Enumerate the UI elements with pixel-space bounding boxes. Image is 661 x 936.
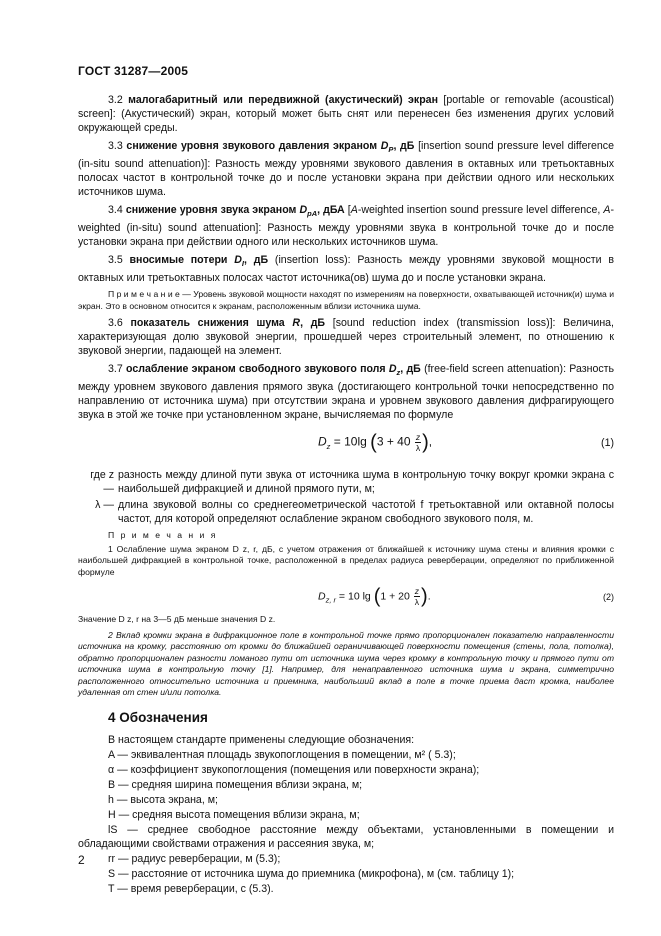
clause-3-3 bbox=[78, 139, 614, 199]
symbol-item: T — время реверберации, с (5.3). bbox=[108, 882, 274, 895]
clause-unit: , дБ bbox=[393, 140, 415, 152]
clause-text: [ bbox=[347, 204, 351, 217]
note-1-tail: Значение D z, r на 3—5 дБ меньше значения D z. bbox=[78, 614, 276, 625]
clause-symbol-sub: P bbox=[388, 145, 394, 155]
clause-number: 3.4 bbox=[108, 204, 123, 217]
clause-text: -weighted (in-situ) sound attenuation]: Разность между уровнями звука в контрольной точке до и после установки экрана при действии одного или нескольких источников шума. bbox=[78, 204, 614, 249]
clause-text: (insertion loss): Разность между уровнями звуковой мощности в октавных или третьоктавных полосах частот источника(ов) шума до и после установки экрана. bbox=[78, 254, 615, 285]
formula-numerator: z bbox=[415, 432, 421, 443]
clause-text-italic: A bbox=[603, 204, 611, 217]
definition-symbol: где z — bbox=[90, 469, 114, 496]
formula-1 bbox=[78, 426, 614, 464]
clause-text-italic: A bbox=[350, 204, 358, 217]
clause-unit: , дБА bbox=[317, 204, 345, 217]
clause-term: снижение уровня звукового давления экраном bbox=[126, 140, 378, 152]
formula-lhs: D bbox=[318, 590, 326, 603]
formula-denominator: λ bbox=[415, 443, 421, 454]
formula-1-expression bbox=[318, 432, 432, 454]
clause-text: [insertion sound pressure level difference (in-situ sound attenuation)]: Разность между уровнями звукового давления в октавных или третьоктавных полосах частот в контрольной точке до и после установки экрана при действии одного или нескольких источников шума. bbox=[78, 140, 614, 199]
symbol-item: A — эквивалентная площадь звукопоглощения в помещении, м² ( 5.3); bbox=[108, 748, 456, 761]
clause-unit: , дБ bbox=[400, 363, 421, 376]
clause-term: снижение уровня звука экраном bbox=[125, 204, 297, 217]
clause-text: (free-field screen attenuation): Разность между уровнем звукового давления прямого звука (достигающего контрольной точки непосредственно по направлению от источника шума) при отсутствии экрана и уровнем звукового давления дифрагирующего звука в этой же точке при установленном экране, вычисляемая по формуле bbox=[78, 363, 615, 422]
document-header: ГОСТ 31287—2005 bbox=[78, 64, 189, 78]
clause-symbol-sub: pA bbox=[307, 209, 318, 219]
clause-symbol: D bbox=[380, 140, 389, 152]
clause-symbol: D bbox=[388, 363, 397, 376]
clause-text: [portable or removable (acoustical) screen]: (Акустический) экран, который может быть снят или перенесен без изменения других условий окружающей среды. bbox=[78, 94, 614, 134]
clause-term: ослабление экраном свободного звукового поля bbox=[126, 363, 386, 376]
symbol-item: h — высота экрана, м; bbox=[108, 793, 218, 806]
clause-term: показатель снижения шума bbox=[130, 317, 285, 330]
clause-symbol: D bbox=[234, 254, 242, 267]
formula-number: (2) bbox=[603, 592, 614, 603]
clause-3-4 bbox=[78, 203, 614, 249]
definition-text: длина звуковой волны со среднегеометрической частотой f третьоктавной или октавной полосы частот, для которой определяют ослабление экраном свободного звукового поля, м. bbox=[118, 499, 614, 526]
symbol-item: S — расстояние от источника шума до приемника (микрофона), м (см. таблицу 1); bbox=[108, 867, 515, 880]
clause-number: 3.6 bbox=[108, 317, 123, 330]
formula-fraction bbox=[415, 432, 421, 453]
clause-unit: , дБ bbox=[244, 254, 269, 267]
formula-tail: . bbox=[427, 590, 431, 603]
section-4-title: 4 Обозначения bbox=[108, 709, 208, 725]
formula-numerator: z bbox=[414, 586, 420, 597]
formula-number: (1) bbox=[601, 437, 614, 450]
clause-number: 3.5 bbox=[108, 254, 123, 267]
formula-2-expression bbox=[318, 586, 431, 607]
symbol-item: α — коэффициент звукопоглощения (помещения или поверхности экрана); bbox=[108, 763, 480, 776]
clause-symbol-sub: z bbox=[396, 368, 401, 378]
clause-number: 3.7 bbox=[108, 363, 123, 376]
definition-symbol: λ — bbox=[95, 499, 114, 512]
formula-paren-open: ( bbox=[370, 431, 377, 454]
note-1: 1 Ослабление шума экраном D z, r, дБ, с учетом отражения от ближайшей к источнику шума стены и влияния кромки с наибольшей дифракцией в контрольной точке, расположенной в пределах радиуса реверберации, определяют по приближенной формуле bbox=[78, 543, 614, 577]
symbol-item: H — средняя высота помещения вблизи экрана, м; bbox=[108, 808, 360, 821]
symbol-item: lS — среднее свободное расстояние между объектами, установленными в помещении и обладающими свойствами отражения и рассеяния звука, м; bbox=[78, 823, 614, 850]
formula-inner: 3 + 40 bbox=[376, 435, 411, 450]
symbol-item: B — средняя ширина помещения вблизи экрана, м; bbox=[108, 778, 363, 791]
page-number: 2 bbox=[78, 853, 85, 867]
definition-z bbox=[78, 468, 614, 496]
formula-denominator: λ bbox=[414, 597, 420, 608]
clause-text: [sound reduction index (transmission loss)]: Величина, характеризующая долю звуковой энергии, прошедшей через строительный элемент, по отношению к звуковой энергии, падающей на элемент. bbox=[78, 317, 615, 358]
page-content bbox=[78, 93, 614, 897]
formula-eq: = 10lg bbox=[330, 435, 367, 450]
clause-number: 3.2 bbox=[108, 94, 123, 106]
definition-text: разность между длиной пути звука от источника шума в контрольную точку вокруг кромки экрана с наибольшей дифракцией и длиной прямого пути, м; bbox=[118, 469, 614, 496]
clause-symbol-sub: I bbox=[241, 259, 245, 269]
formula-lhs: D bbox=[318, 435, 327, 450]
clause-term: малогабаритный или передвижной (акустический) экран bbox=[128, 94, 438, 106]
formula-paren-close: ) bbox=[421, 585, 428, 608]
formula-paren-open: ( bbox=[373, 585, 381, 608]
clause-3-6 bbox=[78, 316, 614, 358]
notes-title: П р и м е ч а н и я bbox=[108, 530, 218, 541]
formula-inner: 1 + 20 bbox=[380, 590, 410, 603]
formula-eq: = 10 lg bbox=[336, 590, 371, 603]
clause-text: -weighted insertion sound pressure level difference, bbox=[357, 204, 604, 217]
clause-term: вносимые потери bbox=[129, 254, 228, 267]
formula-lhs-sub: z bbox=[326, 442, 331, 452]
formula-2 bbox=[78, 582, 614, 612]
symbol-item: rr — радиус реверберации, м (5.3); bbox=[108, 852, 281, 865]
clause-3-7 bbox=[78, 362, 614, 422]
formula-paren-close: ) bbox=[422, 431, 429, 454]
note-3-5: П р и м е ч а н и е — Уровень звуковой мощности находят по измерениям на поверхности, охватывающей источник(и) шума и экран. Это в основном относится к экранам, расположенным вблизи источника шума. bbox=[78, 289, 614, 311]
clause-number: 3.3 bbox=[108, 140, 123, 152]
section-4-intro: В настоящем стандарте применены следующие обозначения: bbox=[108, 733, 415, 746]
formula-tail: , bbox=[428, 435, 433, 450]
formula-lhs-sub: z, r bbox=[325, 595, 337, 605]
clause-symbol: R bbox=[292, 317, 301, 330]
clause-3-5 bbox=[78, 253, 614, 285]
definitions-list bbox=[78, 468, 614, 526]
definition-lambda bbox=[78, 498, 614, 526]
note-2: 2 Вклад кромки экрана в дифракционное поле в контрольной точке прямо пропорционален показателю направленности источника на кромку, расстоянию от кромки до ближайшей ограничивающей поверхности помещения (стены, пола, потолка), обратно пропорционален разности ломаного пути от источника шума через кромку в контрольную точку и прямого пути от источника шума в контрольную точку [1]. Например, для ненаправленного источника шума и экрана, симметрично расположенного относительно источника и приемника, наибольший вклад в поле в точке приема даст кромка, наиболее удаленная от стен и/или потолка. bbox=[78, 629, 614, 698]
clause-unit: , дБ bbox=[300, 317, 326, 330]
clause-3-2 bbox=[78, 93, 614, 135]
formula-fraction bbox=[414, 586, 420, 607]
clause-symbol: D bbox=[299, 204, 308, 217]
